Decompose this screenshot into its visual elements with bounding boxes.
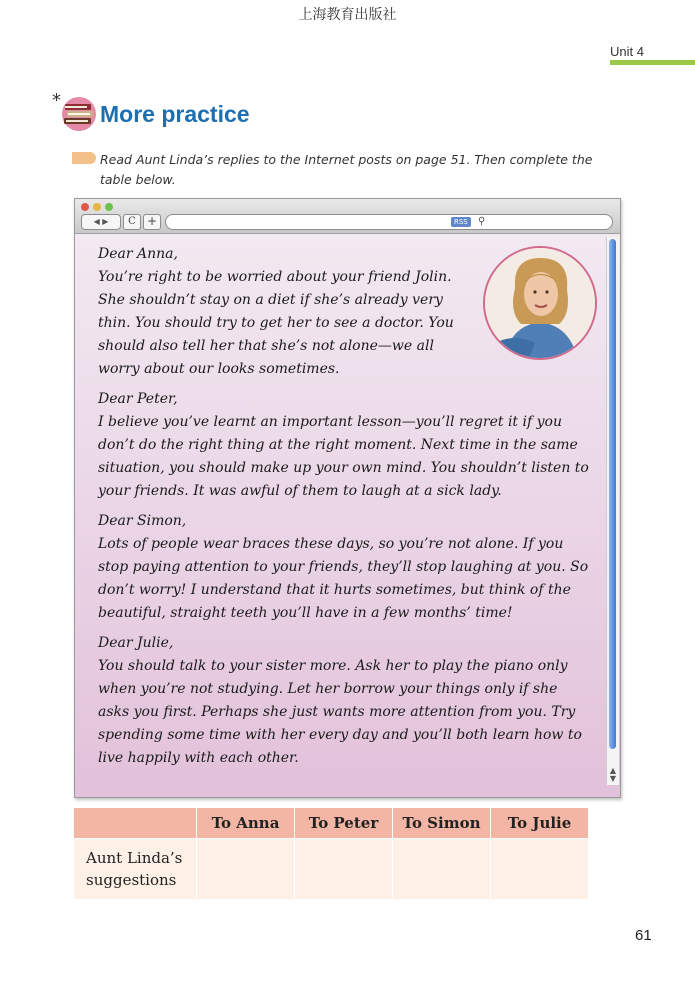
letter-greeting: Dear Simon, — [98, 513, 187, 529]
instruction-tag — [72, 152, 96, 164]
unit-bar — [610, 60, 695, 65]
letter-body: You’re right to be worried about your friend Jolin. She shouldn’t stay on a diet if she’s already very thin. You should try to get her to see a doctor. You should also tell her that she’s not alone—we all worry about our looks sometimes. — [98, 269, 454, 377]
letter-greeting: Dear Anna, — [98, 246, 178, 262]
letter-greeting: Dear Julie, — [98, 635, 174, 651]
browser-window — [74, 198, 621, 798]
table-header-cell: To Peter — [295, 808, 393, 839]
answer-cell-simon[interactable] — [393, 839, 491, 900]
letter-simon — [98, 510, 590, 625]
scroll-arrows-icon[interactable]: ▲ ▼ — [609, 766, 617, 783]
rss-badge[interactable]: RSS — [451, 217, 471, 227]
letter-anna — [98, 243, 590, 381]
publisher-header: 上海教育出版社 — [298, 7, 397, 23]
section-title: More practice — [100, 101, 250, 127]
letter-body: You should talk to your sister more. Ask her to play the piano only when you’re not studying. Let her borrow your things only if she asks you first. Perhaps she just wants more attention from you. Try spending some time with her every day and you’ll both learn how to live happily with each other. — [98, 658, 582, 766]
browser-scrollbar[interactable] — [606, 237, 619, 785]
unit-label: Unit 4 — [610, 44, 644, 59]
letter-greeting: Dear Peter, — [98, 391, 178, 407]
maximize-window-dot[interactable] — [105, 203, 113, 211]
answer-cell-julie[interactable] — [491, 839, 589, 900]
browser-toolbar — [75, 199, 620, 234]
table-header-cell: To Simon — [393, 808, 491, 839]
star-marker: * — [52, 90, 61, 111]
suggestions-table — [74, 808, 588, 899]
table-row — [74, 839, 588, 900]
reload-button[interactable]: C — [123, 214, 141, 230]
page-number: 61 — [635, 927, 652, 944]
address-bar[interactable] — [165, 214, 613, 230]
letter-julie — [98, 632, 590, 770]
minimize-window-dot[interactable] — [93, 203, 101, 211]
answer-cell-anna[interactable] — [197, 839, 295, 900]
add-tab-button[interactable]: + — [143, 214, 161, 230]
table-row-label: Aunt Linda’s suggestions — [74, 839, 197, 900]
instruction-text: Read Aunt Linda’s replies to the Internet posts on page 51. Then complete the table below. — [100, 152, 593, 187]
table-header-cell — [74, 808, 197, 839]
close-window-dot[interactable] — [81, 203, 89, 211]
back-forward-buttons[interactable]: ◀ ▶ — [81, 214, 121, 230]
scroll-thumb[interactable] — [609, 239, 616, 749]
answer-cell-peter[interactable] — [295, 839, 393, 900]
search-icon[interactable]: ⚲ — [478, 216, 486, 227]
table-header-cell: To Anna — [197, 808, 295, 839]
letter-body: Lots of people wear braces these days, so you’re not alone. If you stop paying attention to your friends, they’ll stop laughing at you. So don’t worry! I understand that it hurts sometimes, but think of the beautiful, straight teeth you’ll have in a few months’ time! — [98, 536, 589, 621]
letter-peter — [98, 388, 590, 503]
letter-body: I believe you’ve learnt an important lesson—you’ll regret it if you don’t do the right thing at the right moment. Next time in the same situation, you should make up your own mind. You shouldn’t listen to your friends. It was awful of them to laugh at a sick lady. — [98, 414, 589, 499]
table-header-row — [74, 808, 588, 839]
table-header-cell: To Julie — [491, 808, 589, 839]
stacked-books-icon — [60, 96, 98, 132]
letters-content — [98, 243, 590, 777]
